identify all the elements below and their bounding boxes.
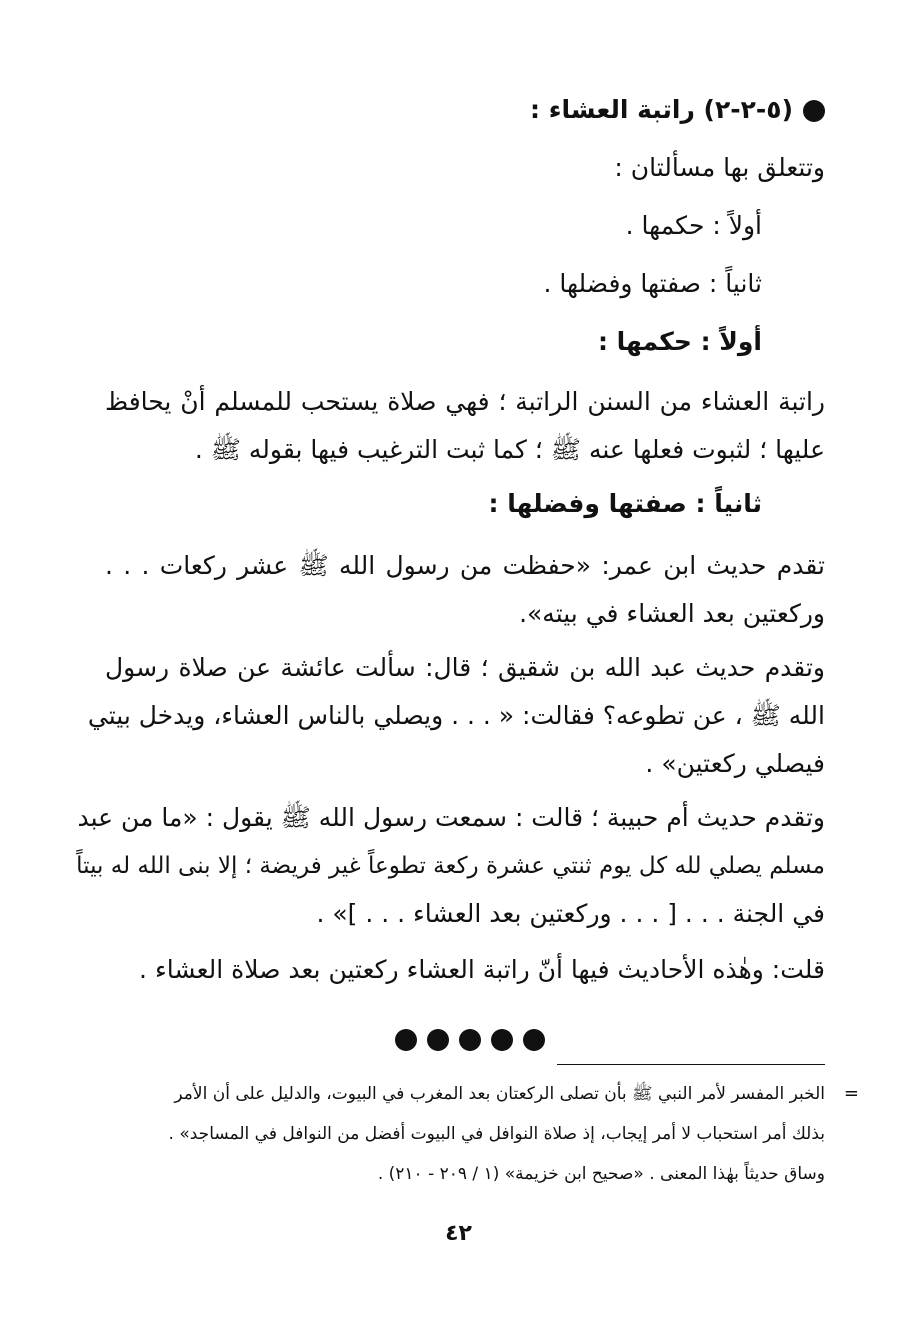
footnote-line: الخبر المفسر لأمر النبي ﷺ بأن تصلى الركعتان بعد المغرب في البيوت، والدليل على أن الأمر xyxy=(174,1084,825,1104)
footnote-continuation-mark: = xyxy=(843,1083,859,1104)
paragraph-line: الله ﷺ ، عن تطوعه؟ فقالت: « . . . ويصلي بالناس العشاء، ويدخل بيتي xyxy=(87,701,825,730)
footnote-rule xyxy=(557,1064,825,1065)
footnote-line: وساق حديثاً بهٰذا المعنى . «صحيح ابن خزيمة» (١ / ٢٠٩ - ٢١٠) . xyxy=(377,1164,825,1184)
paragraph-line: مسلم يصلي لله كل يوم ثنتي عشرة ركعة تطوعاً غير فريضة ؛ إلا بنى الله له بيتاً xyxy=(76,853,825,879)
footnote-line: بذلك أمر استحباب لا أمر إيجاب، إذ صلاة النوافل في البيوت أفضل من النوافل في المساجد» . xyxy=(168,1124,825,1144)
paragraph-line: فيصلي ركعتين» . xyxy=(645,749,825,778)
paragraph-line: وتقدم حديث أم حبيبة ؛ قالت : سمعت رسول الله ﷺ يقول : «ما من عبد xyxy=(77,803,825,832)
conclusion-line: قلت: وهٰذه الأحاديث فيها أنّ راتبة العشاء ركعتين بعد صلاة العشاء . xyxy=(139,955,825,984)
divider-dot-icon xyxy=(523,1029,545,1051)
paragraph-line: راتبة العشاء من السنن الراتبة ؛ فهي صلاة يستحب للمسلم أنْ يحافظ xyxy=(105,387,825,416)
section-heading-text: (٥-٢-٢) راتبة العشاء : xyxy=(530,95,793,124)
intro-line: وتتعلق بها مسألتان : xyxy=(614,153,825,182)
list-item: أولاً : حكمها . xyxy=(625,211,762,240)
page-number: ٤٢ xyxy=(445,1221,472,1246)
paragraph-line: في الجنة . . . [ . . . وركعتين بعد العشاء . . . ]» . xyxy=(316,899,825,928)
section-divider xyxy=(395,1029,545,1051)
divider-dot-icon xyxy=(459,1029,481,1051)
bullet-icon xyxy=(803,100,825,122)
subsection-title: ثانياً : صفتها وفضلها : xyxy=(488,489,762,518)
list-item: ثانياً : صفتها وفضلها . xyxy=(543,269,762,298)
subsection-title: أولاً : حكمها : xyxy=(597,327,762,356)
paragraph-line: تقدم حديث ابن عمر: «حفظت من رسول الله ﷺ عشر ركعات . . . xyxy=(105,551,825,580)
paragraph-line: عليها ؛ لثبوت فعلها عنه ﷺ ؛ كما ثبت الترغيب فيها بقوله ﷺ . xyxy=(194,435,825,464)
paragraph-line: وتقدم حديث عبد الله بن شقيق ؛ قال: سألت عائشة عن صلاة رسول xyxy=(105,653,825,682)
section-heading xyxy=(105,90,825,130)
divider-dot-icon xyxy=(427,1029,449,1051)
paragraph-line: وركعتين بعد العشاء في بيته». xyxy=(519,599,825,628)
divider-dot-icon xyxy=(395,1029,417,1051)
divider-dot-icon xyxy=(491,1029,513,1051)
